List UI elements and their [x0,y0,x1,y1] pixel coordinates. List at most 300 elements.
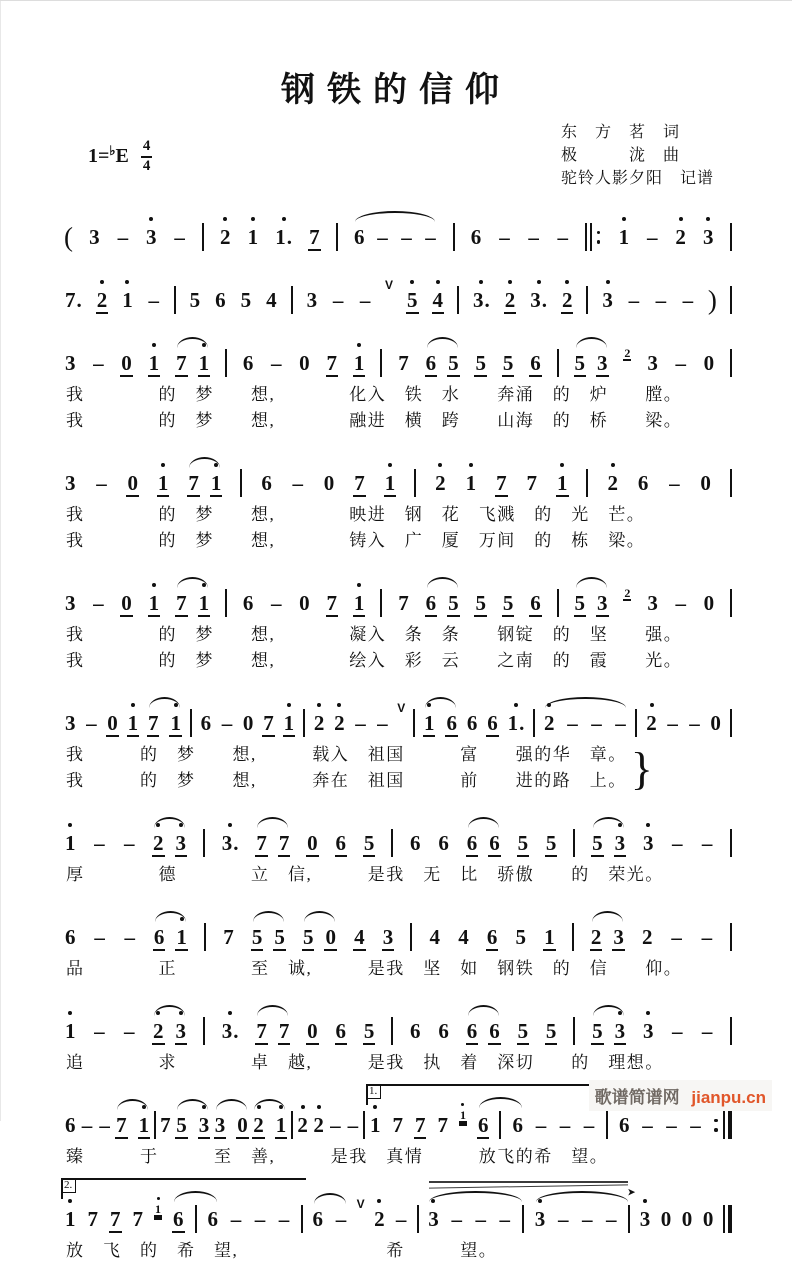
slur-tie-arc [314,1193,347,1204]
lyric-line: 追 求 卓 越, 是我 执 着 深切 的 理想。 [66,1053,664,1072]
duration-dash: – [655,288,667,312]
notes-row [64,802,732,857]
slur-group [172,1205,219,1233]
lyrics-block [64,497,732,554]
augmentation-dot: . [519,711,525,735]
slur-tie-arc [427,577,458,588]
slur-tie-arc [536,1191,629,1202]
octave-dot [514,703,518,707]
note: 6 [618,1113,630,1137]
barline [522,1205,524,1233]
note: 3 [65,351,76,375]
slur-tie-arc [257,817,288,828]
note: 6 [489,1019,500,1043]
note: 2 [313,711,326,735]
slur-tie-arc [545,697,626,708]
time-signature [141,139,153,175]
augmentation-dot: . [233,1019,239,1043]
slur-tie-arc [355,211,436,222]
note: 2 [561,288,574,312]
octave-dot [479,280,483,284]
octave-dot [469,463,473,467]
note: 1. [507,711,526,735]
note: 5 [363,831,375,855]
duration-dash: – [377,711,388,735]
lyrics-block [64,951,732,982]
slur-group [187,471,222,495]
note: 7 [147,711,159,735]
barline [291,1111,293,1139]
note: 6 [477,1113,489,1137]
note: 3 [214,1113,226,1137]
duration-dash: – [557,225,568,249]
duration-dash: – [567,711,578,735]
note: 0 [703,591,715,615]
barline [391,1017,393,1045]
barline [225,589,227,617]
duration-dash: – [270,591,282,615]
note: 3 [647,591,658,615]
note: 7 [223,925,234,949]
note: 1 [64,1207,77,1231]
octave-dot [68,823,72,827]
note: 3 [145,225,158,249]
note: 7 [256,1019,267,1043]
slur-tie-arc [177,337,208,348]
octave-dot [161,463,165,467]
slur-tie-arc [257,1005,288,1016]
barline [572,923,574,951]
slur-group [477,1111,524,1139]
grace-note: 2 [624,586,631,600]
duration-dash: – [254,1207,266,1231]
note: 1 [64,1019,77,1043]
duration-dash: – [591,711,602,735]
note: 0 [107,711,118,735]
note: 2 [296,1113,309,1137]
grace-note: 2 [624,346,631,360]
notes-row [64,990,732,1045]
octave-dot [646,1011,650,1015]
barline [557,589,559,617]
note: 1 [127,711,140,735]
score-line [64,896,732,982]
note: 6 [466,1019,478,1043]
lyrics-block [64,377,732,434]
note: 7 [176,351,187,375]
time-signature-top: 4 [141,139,153,158]
slur-tie-arc [304,911,335,922]
note: 6 [530,591,541,615]
note: 0 [307,831,318,855]
slur-tie-arc [429,1191,522,1202]
lyric-line: 臻 于 至 善, 是我 真情 放飞的希 望。 [66,1147,609,1166]
note: 1 [384,471,397,495]
key-letter: E [115,145,129,168]
note: 7 [278,1019,290,1043]
credits [561,121,714,190]
barline [413,709,415,737]
note: 0 [121,591,132,615]
note: 1 [283,711,296,735]
note: 0 [681,1207,693,1231]
repeat-begin-barline [585,223,603,251]
octave-dot [228,823,232,827]
note: 5 [502,591,514,615]
duration-dash: – [690,1113,701,1137]
duration-dash: – [174,225,185,249]
note: 1 [198,351,211,375]
barline [635,709,637,737]
duration-dash: – [628,288,640,312]
note: 5 [515,925,526,949]
octave-dot [679,217,683,221]
note: 0 [299,351,310,375]
meta-row [88,121,732,190]
duration-dash: – [330,1113,341,1137]
note: 3. [221,831,240,855]
note: 3 [175,831,188,855]
octave-dot [606,280,610,284]
duration-dash: – [401,225,412,249]
note: 5 [517,831,529,855]
slur-tie-arc [576,337,607,348]
notes-row [64,322,732,377]
slur-group [353,225,438,249]
note: 2 [606,471,619,495]
note: 7 [116,1113,127,1137]
duration-dash: – [451,1207,462,1231]
slur-group [574,351,609,375]
note: 4 [458,925,469,949]
octave-dot [357,583,361,587]
lyric-line: 放 飞 的 希 望, 希 望。 [66,1241,498,1260]
duration-dash: – [701,831,713,855]
note: 5 [545,1019,557,1043]
note: 7 [398,591,409,615]
augmentation-dot: . [286,225,292,249]
barline [730,709,732,737]
barline [586,469,588,497]
note: 5 [363,1019,375,1043]
duration-dash: – [669,471,680,495]
note: 0 [307,1019,318,1043]
note: 3 [613,925,624,949]
note: 1 [64,831,77,855]
score-line [64,259,732,314]
note: 6 [261,471,272,495]
slur-tie-arc [427,337,458,348]
note: 7. [65,288,82,312]
barline [391,829,393,857]
note: 7 [326,351,338,375]
note: 3 [427,1207,440,1231]
note: 2 [333,711,346,735]
note: 6 [487,711,498,735]
duration-dash: – [583,1113,595,1137]
barline [533,709,535,737]
barline [730,286,732,314]
barline [202,223,204,251]
note: 1 [198,591,211,615]
note: 2 [642,925,653,949]
lyrics-block [64,857,732,888]
note: 6 [446,711,457,735]
duration-dash: – [117,225,129,249]
slur-group [153,925,188,949]
lyrics-block [64,737,732,794]
flat-sign: ♭ [109,142,116,158]
score-line [64,322,732,434]
note: 2 [645,711,658,735]
duration-dash: – [124,925,136,949]
note: 3. [472,288,491,312]
octave-dot [251,217,255,221]
note: 6 [312,1207,324,1231]
note: 7 [176,591,187,615]
slur-tie-arc [468,817,499,828]
note: 1 [353,591,366,615]
parenthesis: ( [64,222,73,252]
barline [291,286,293,314]
slur-group [534,1205,631,1233]
duration-dash: – [292,471,304,495]
lyric-line: 我 的 梦 想, 载入 祖国 富 强的华 章。 [66,745,627,764]
score-line [64,990,732,1076]
duration-dash: – [672,1019,683,1043]
duration-dash: – [499,225,510,249]
lyric-line: 我 的 梦 想, 融进 横 跨 山海 的 桥 梁。 [66,411,683,430]
lyric-line: 我 的 梦 想, 映进 钢 花 飞溅 的 光 芒。 [66,505,646,524]
duration-dash: – [278,1207,290,1231]
barline [380,349,382,377]
note: 3 [534,1207,547,1231]
duration-dash: – [425,225,436,249]
note: 6 [637,471,649,495]
duration-dash: – [557,1207,569,1231]
note: 2 [543,711,556,735]
slur-group [302,925,337,949]
slur-tie-arc [425,697,456,708]
note: 3 [597,351,608,375]
note: 7 [87,1207,98,1231]
note: 6 [530,351,541,375]
note: 5 [302,925,314,949]
duration-dash: – [94,1019,105,1043]
note: 6 [173,1207,184,1231]
octave-dot [68,1011,72,1015]
note: 5 [502,351,514,375]
slur-tie-arc [576,577,607,588]
note: 4 [429,925,441,949]
notes-row [64,682,732,737]
octave-dot [152,343,156,347]
slur-tie-arc [468,1005,499,1016]
note: 6 [486,925,498,949]
note: 6 [242,351,254,375]
octave-dot [287,703,291,707]
lyrics-block [64,1233,732,1264]
barline [730,829,732,857]
note: 3 [614,831,627,855]
site-link[interactable]: jianpu.cn [691,1088,766,1107]
duration-dash: – [148,288,159,312]
crescendo-group [427,1205,630,1233]
note: 7 [160,1113,171,1137]
note: 2 [312,1113,325,1137]
barline [730,1017,732,1045]
note: 2 [96,288,109,312]
note: 3 [65,711,76,735]
crescendo-wedge [429,1179,628,1190]
slur-group [175,591,210,615]
note: 4 [432,288,445,312]
barline [240,469,242,497]
barline [730,349,732,377]
note: 3 [198,1113,211,1137]
octave-dot [508,280,512,284]
octave-dot [565,280,569,284]
volta-group [64,1179,303,1233]
note: 2 [373,1207,386,1231]
duration-dash: – [499,1207,510,1231]
note: 2 [252,1113,265,1137]
slur-group [427,1205,524,1233]
note: 7 [278,831,290,855]
song-title: 钢铁的信仰 [281,72,511,109]
repeat-dots [714,1119,718,1132]
note: 0 [700,471,711,495]
octave-dot [357,343,361,347]
octave-dot [646,823,650,827]
duration-dash: – [332,288,344,312]
barline [730,923,732,951]
augmentation-dot: . [233,831,239,855]
repeat-dots [597,231,601,244]
slur-group [115,1113,150,1137]
lyrics-block [64,617,732,674]
barline [586,286,588,314]
notes-row [64,896,732,951]
notes-row [64,196,732,251]
duration-dash: – [221,711,233,735]
duration-dash: – [615,711,626,735]
score-line [64,1178,732,1264]
octave-dot [410,280,414,284]
note: 3 [306,288,318,312]
note: 3 [89,225,100,249]
augmentation-dot: . [541,288,547,312]
note: 4 [266,288,277,312]
note: 7 [437,1113,448,1137]
barline [730,589,732,617]
note: 3. [221,1019,240,1043]
note: 6 [335,1019,346,1043]
note: 2 [504,288,517,312]
note: 7 [496,471,507,495]
duration-dash: – [475,1207,486,1231]
slur-group [255,1019,290,1043]
duration-dash: – [355,711,366,735]
slur-tie-arc [149,697,180,708]
duration-dash: – [81,1113,93,1137]
note: 0 [660,1207,672,1231]
note: 6 [410,831,421,855]
note: 3 [702,225,715,249]
note: 1 [210,471,223,495]
lyric-line: 我 的 梦 想, 绘入 彩 云 之南 的 霞 光。 [66,651,683,670]
barline [203,1017,205,1045]
note: 5 [189,288,201,312]
note: 1 [148,591,161,615]
duration-dash: – [93,351,104,375]
slur-tie-arc [592,911,623,922]
octave-dot [706,217,710,221]
notes-row [64,1178,732,1233]
note: 5 [176,1113,187,1137]
duration-dash: – [395,1207,407,1231]
octave-dot [223,217,227,221]
note: 0 [121,351,132,375]
note: 2 [674,225,687,249]
duration-dash: – [270,351,282,375]
duration-dash: – [96,471,107,495]
barline [380,589,382,617]
duration-dash: – [605,1207,617,1231]
note: 1 [138,1113,151,1137]
duration-dash: – [559,1113,571,1137]
note: 6 [242,591,254,615]
duration-dash: – [701,1019,713,1043]
barline [730,469,732,497]
composer-credit: 极 泷 曲 [560,147,680,164]
slur-group [423,711,458,735]
slur-group [312,1207,349,1231]
note: 7 [263,711,274,735]
octave-dot [149,217,153,221]
duration-dash: – [675,591,686,615]
slur-tie-arc [593,817,624,828]
note: 1 [618,225,631,249]
note: 5 [274,925,285,949]
duration-dash: – [666,1113,677,1137]
octave-dot [611,463,615,467]
note: 5 [475,351,486,375]
barline [573,829,575,857]
note: 3 [639,1207,652,1231]
slur-group [251,925,286,949]
note: 1 [157,471,170,495]
slur-tie-arc [177,1099,208,1110]
barline [204,923,206,951]
note: 6 [470,225,482,249]
site-watermark [589,1080,772,1111]
note: 3 [647,351,658,375]
key-signature [88,139,152,175]
duration-dash: – [347,1113,359,1137]
barline [730,223,732,251]
slur-tie-arc [593,1005,624,1016]
barline [154,1111,156,1139]
note: 5 [592,1019,603,1043]
octave-dot [100,280,104,284]
note: 7 [256,831,267,855]
barline [453,223,455,251]
note: 1 [369,1113,382,1137]
duration-dash: – [94,925,105,949]
note: 2 [434,471,447,495]
note: 1 [353,351,366,375]
